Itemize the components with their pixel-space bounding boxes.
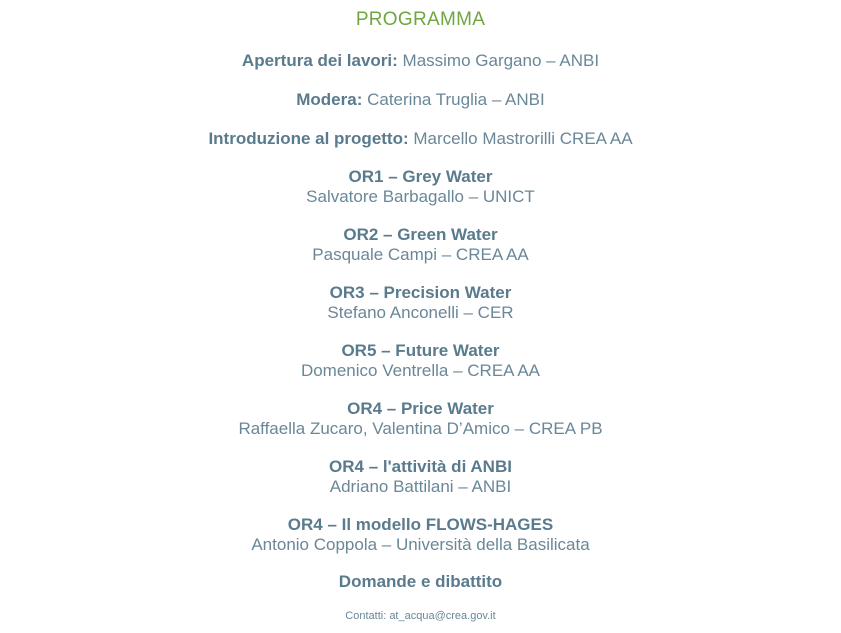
session-block — [0, 167, 841, 207]
opening-line — [0, 50, 841, 72]
session-block — [0, 515, 841, 555]
session-title: OR4 – Il modello FLOWS-HAGES — [287, 515, 554, 534]
session-title: OR1 – Grey Water — [348, 167, 493, 186]
intro-label: Introduzione al progetto: — [208, 129, 409, 148]
moderator-value: Caterina Truglia – ANBI — [367, 90, 545, 109]
session-block — [0, 399, 841, 439]
opening-label: Apertura dei lavori: — [241, 51, 398, 70]
moderator-line — [0, 89, 841, 111]
session-speaker: Salvatore Barbagallo – UNICT — [306, 187, 535, 206]
contact-line: Contatti: at_acqua@crea.gov.it — [345, 610, 496, 622]
intro-value: Marcello Mastrorilli CREA AA — [413, 129, 633, 148]
session-speaker: Raffaella Zucaro, Valentina D’Amico – CREA PB — [238, 419, 603, 438]
session-speaker: Pasquale Campi – CREA AA — [312, 245, 529, 264]
moderator-label: Modera: — [296, 90, 363, 109]
opening-value: Massimo Gargano – ANBI — [402, 51, 600, 70]
session-title: OR2 – Green Water — [343, 225, 498, 244]
program-title: PROGRAMMA — [355, 9, 486, 30]
session-title: OR4 – l'attività di ANBI — [329, 457, 512, 476]
session-block — [0, 457, 841, 497]
session-block — [0, 225, 841, 265]
intro-line — [0, 128, 841, 150]
session-speaker: Domenico Ventrella – CREA AA — [300, 361, 541, 380]
session-block — [0, 283, 841, 323]
session-speaker: Stefano Anconelli – CER — [327, 303, 514, 322]
session-title: OR3 – Precision Water — [329, 283, 512, 302]
closing-discussion: Domande e dibattito — [338, 572, 503, 591]
session-block — [0, 341, 841, 381]
session-speaker: Adriano Battilani – ANBI — [329, 477, 512, 496]
session-title: OR4 – Price Water — [347, 399, 494, 418]
session-title: OR5 – Future Water — [341, 341, 500, 360]
session-speaker: Antonio Coppola – Università della Basilicata — [251, 535, 590, 554]
